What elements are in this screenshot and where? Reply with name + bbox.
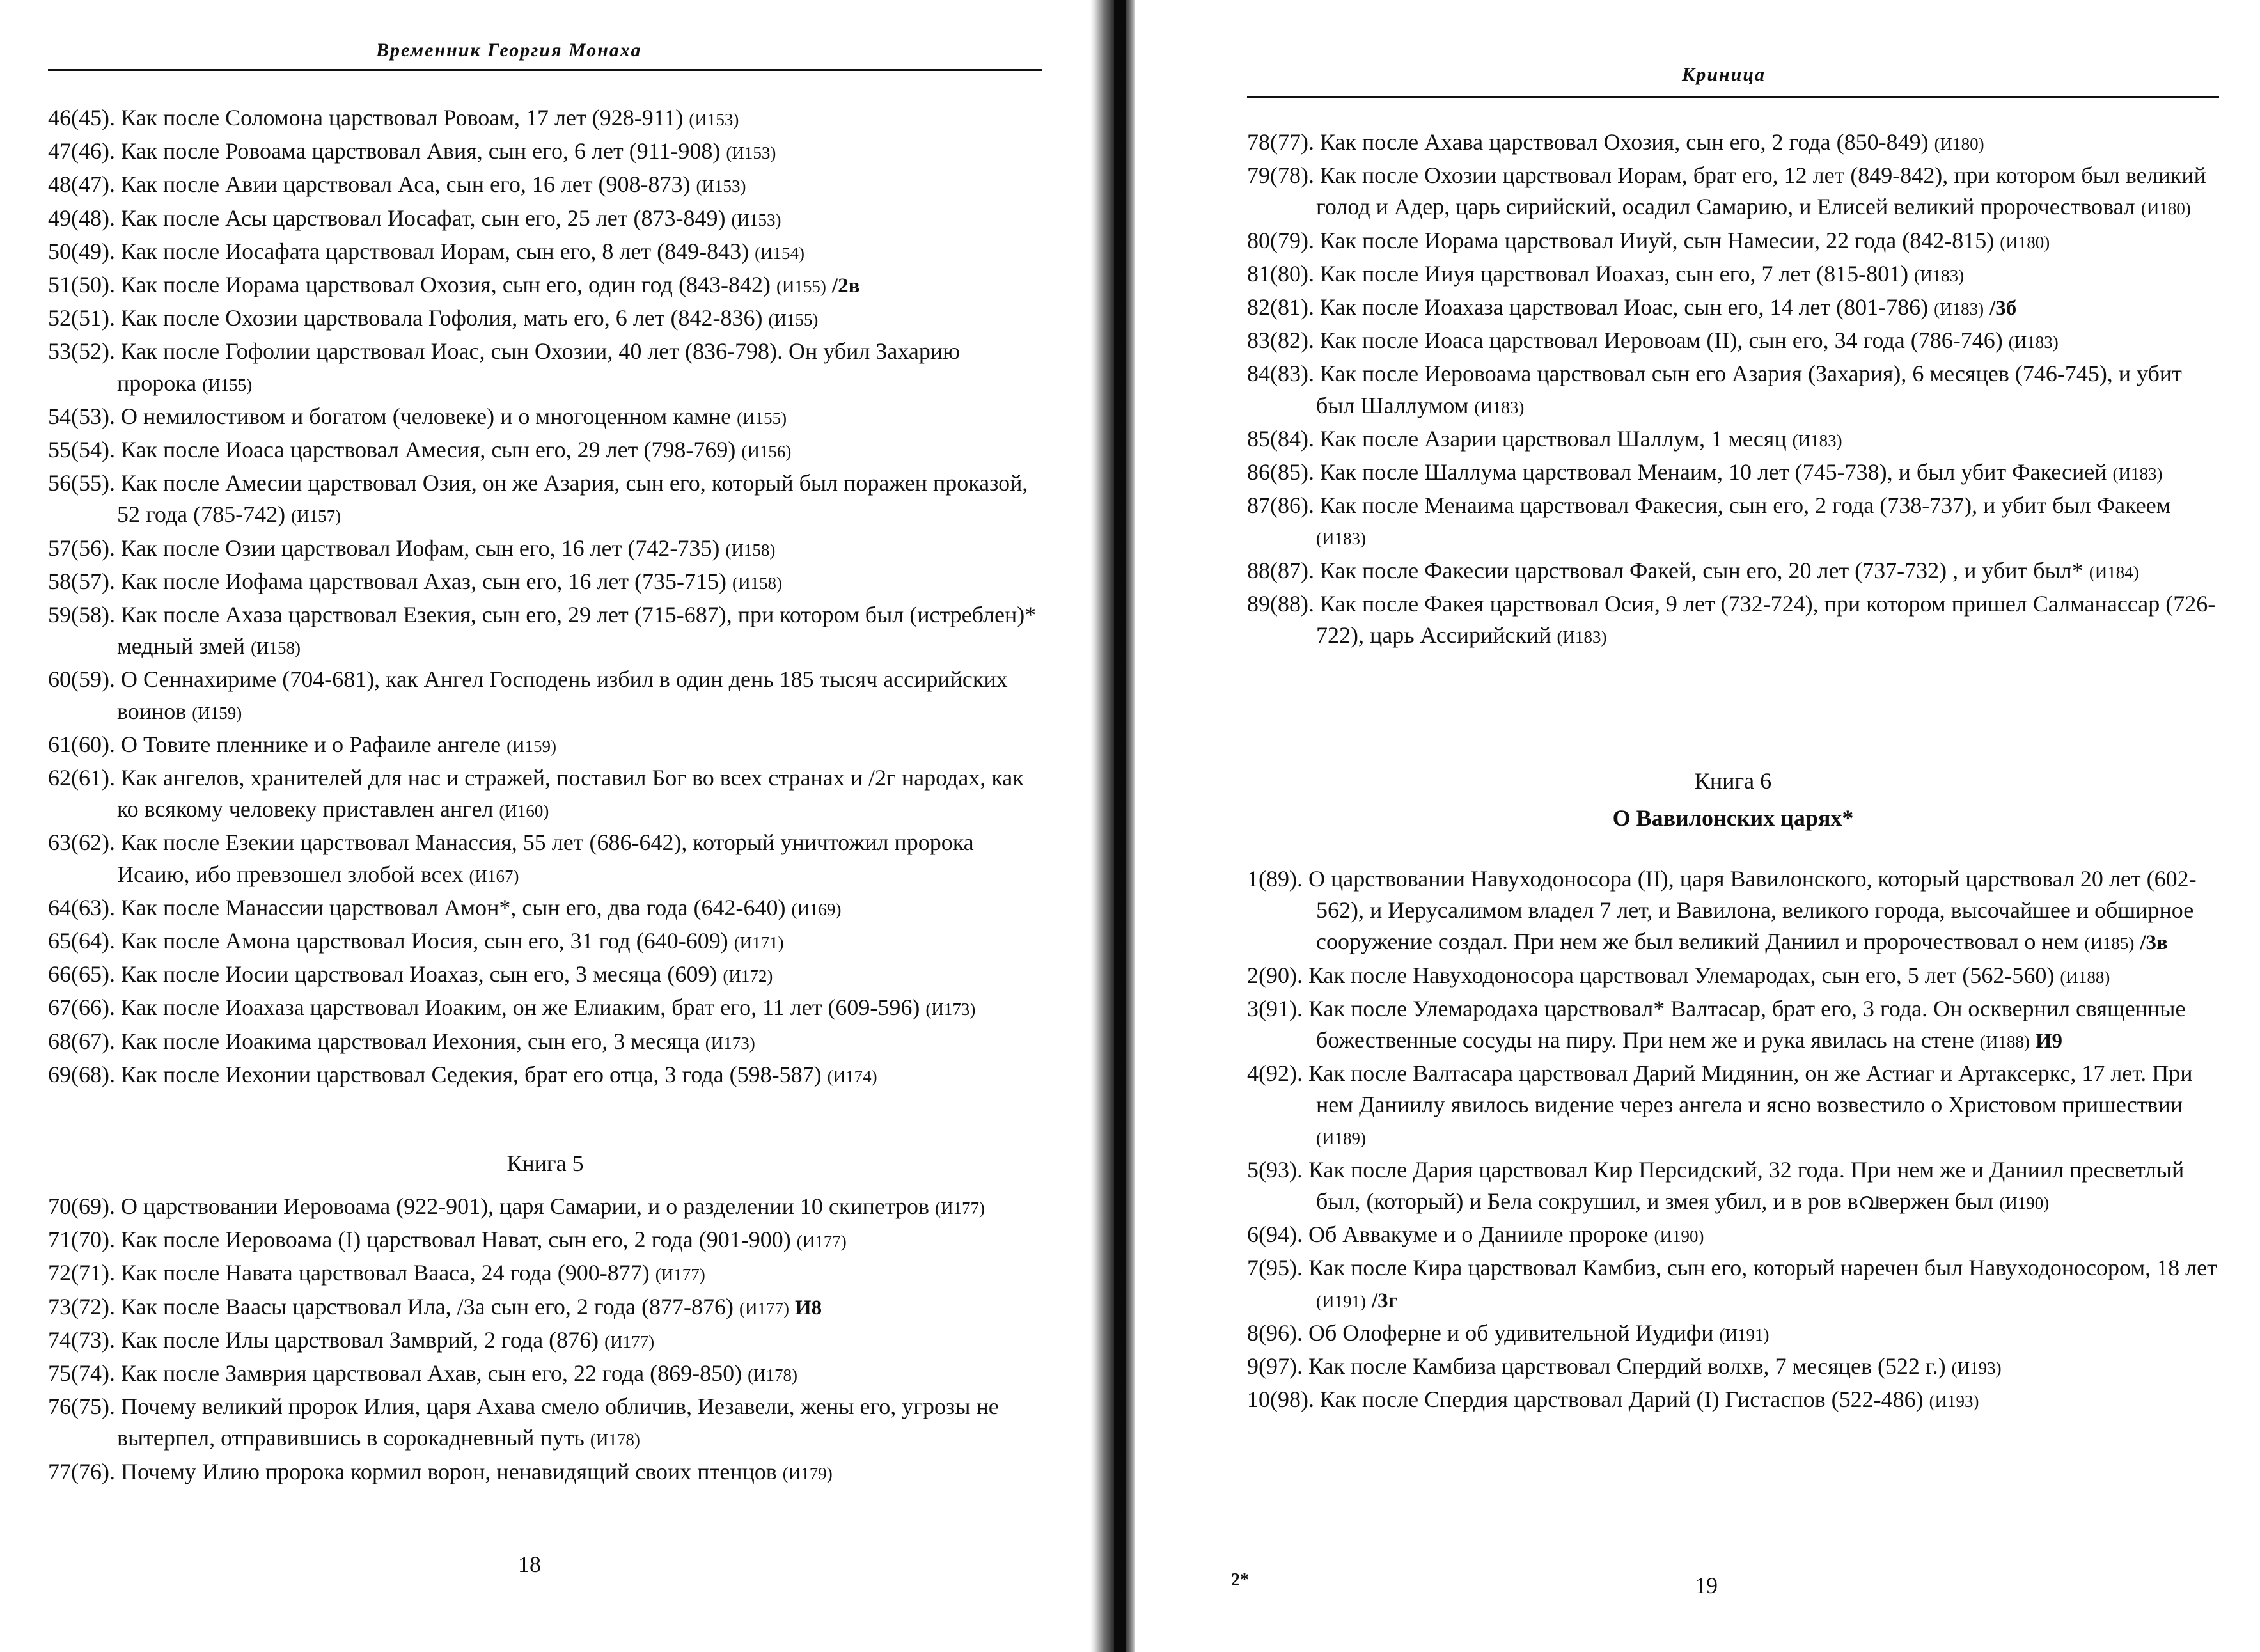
entry-text: Как после Асы царствовал Иосафат, сын его, 25 лет (873-849) [120,205,726,231]
entry-folio-mark: /2в [831,274,860,298]
entry-text: Как после Азарии царствовал Шаллум, 1 месяц [1319,425,1787,452]
entry-text: Как после Иорама царствовал Ииуй, сын Намесии, 22 года (842-815) [1319,227,1995,253]
entry-reference: (И155) [776,277,826,297]
toc-entry [48,925,1042,959]
toc-entry [1247,325,2219,358]
entry-reference: (И153) [689,110,739,129]
right-page [1202,0,2260,1652]
toc-entry [48,1026,1042,1059]
entry-number: 60(59). [48,666,115,693]
entry-number: 69(68). [48,1061,115,1087]
entry-number: 9(97). [1247,1353,1303,1380]
left-page-number: 18 [518,1552,541,1577]
entry-text: Как после Иосии царствовал Иоахаз, сын его, 3 месяца (609) [120,961,718,987]
entry-folio-mark: /3б [1989,297,2017,320]
entry-text: Как после Ваасы царствовал Ила, /3а сын его, 2 года (877-876) [120,1293,734,1319]
entry-text: Как ангелов, хранителей для нас и стражей, поставил Бог во всех странах и /2г народах, как ко всякому человеку приставлен ангел [117,765,1024,822]
entry-reference: (И159) [506,736,557,756]
entry-text: О Сеннахириме (704-681), как Ангел Господень избил в один день 185 тысяч ассирийских воинов [117,666,1008,724]
entry-text: Об Олоферне и об удивительной Иудифи [1308,1319,1714,1346]
entry-number: 64(63). [48,894,115,920]
entry-text: Как после Амона царствовал Иосия, сын его, 31 год (640-609) [120,928,728,954]
entry-text: Как после Ииуя царствовал Иоахаз, сын его, 7 лет (815-801) [1319,260,1909,287]
entry-text: Как после Илы царствовал Замврий, 2 года (876) [120,1326,599,1353]
entry-number: 87(86). [1247,492,1314,519]
entry-text: Как после Охозии царствовал Иорам, брат его, 12 лет (849-842), при котором был великий голод и Адер, царь сирийский, осадил Самарию, и Елисей великий пророчествовал [1316,162,2206,220]
entry-reference: (И191) [1719,1325,1770,1344]
entry-text: Как после Езекии царствовал Манассия, 55 лет (686-642), который уничтожил пророка Исаию, ибо превзошел злобой всех [117,830,974,887]
entry-reference: (И173) [925,1000,976,1019]
right-running-head: Криница [1682,64,1766,85]
toc-entry [1247,555,2219,588]
entry-number: 82(81). [1247,294,1314,320]
entry-text: Как после Иеровоама (I) царствовал Нават, сын его, 2 года (901-900) [120,1227,791,1253]
entry-reference: (И190) [1999,1193,2050,1213]
toc-entry [1247,457,2219,490]
entry-reference: (И153) [696,177,746,196]
entry-reference: (И183) [1557,627,1607,647]
toc-entry [48,892,1042,925]
entry-reference: (И172) [723,966,773,986]
toc-entry [1247,423,2219,457]
entry-reference: (И185) [2084,934,2135,954]
entry-text: Как после Кира царствовал Камбиз, сын его, который наречен был Навуходоносором, 18 лет [1308,1255,2217,1281]
entry-reference: (И178) [590,1430,640,1450]
entry-reference: (И183) [1474,397,1525,417]
entry-reference: (И183) [1316,529,1366,549]
entry-number: 72(71). [48,1260,115,1286]
entry-number: 77(76). [48,1458,115,1484]
toc-entry [1247,1058,2219,1154]
entry-number: 57(56). [48,535,115,561]
toc-entry [48,827,1042,892]
entry-reference: (И158) [725,540,776,560]
toc-entry [1247,258,2219,292]
entry-number: 61(60). [48,731,115,757]
toc-entry [48,203,1042,236]
right-entries-b [1247,863,2219,1417]
entry-number: 10(98). [1247,1387,1314,1413]
entry-number: 58(57). [48,568,115,594]
left-book-heading: Книга 5 [506,1151,584,1176]
entry-reference: (И177) [739,1298,789,1318]
toc-entry [1247,1384,2219,1417]
entry-number: 52(51). [48,305,115,331]
entry-reference: (И158) [251,638,301,658]
entry-folio-mark: /3г [1371,1289,1398,1312]
entry-text: Почему великий пророк Илия, царя Ахава смело обличив, Иезавели, жены его, угрозы не вытерпел, отправившись в сорокадневный путь [117,1394,999,1451]
toc-entry [48,236,1042,269]
entry-text: Как после Иосафата царствовал Иорам, сын его, 8 лет (849-843) [120,238,749,264]
entry-reference: (И188) [2060,967,2110,987]
toc-entry [48,1358,1042,1391]
entry-text: О царствовании Навуходоносора (II), царя Вавилонского, который царствовал 20 лет (602-562), и Иерусалимом владел 7 лет, и Вавилона, великого города, высочайшее и обширное сооружение создал. При нем же был великий Даниил и пророчествовал о нем [1308,866,2197,955]
entry-reference: (И183) [1792,430,1842,450]
entry-number: 86(85). [1247,459,1314,485]
entry-text: Как после Амесии царствовал Озия, он же Азария, сын его, который был поражен проказой, 52 года (785-742) [117,470,1028,528]
entry-number: 66(65). [48,961,115,987]
toc-entry [48,533,1042,566]
entry-number: 80(79). [1247,227,1314,253]
entry-number: 73(72). [48,1293,115,1319]
toc-entry [48,729,1042,762]
entry-number: 63(62). [48,830,115,856]
entry-number: 78(77). [1247,129,1314,155]
entry-number: 46(45). [48,105,115,130]
toc-entry [48,1291,1042,1325]
toc-entry [48,336,1042,400]
toc-entry [48,102,1042,136]
entry-text: Как после Шаллума царствовал Менаим, 10 лет (745-738), и был убит Факесией [1319,459,2107,485]
entry-reference: (И190) [1654,1227,1704,1247]
toc-entry [48,1391,1042,1456]
toc-entry [48,401,1042,434]
entry-text: Как после Иоахаза царствовал Иоас, сын его, 14 лет (801-786) [1319,294,1929,320]
toc-entry [48,1059,1042,1092]
entry-text: О царствовании Иеровоама (922-901), царя Самарии, и о разделении 10 скипетров [120,1193,930,1219]
entry-number: 81(80). [1247,260,1314,287]
right-book-title: О Вавилонских царях* [1612,805,1854,831]
entry-text: Как после Дария царствовал Кир Персидский, 32 года. При нем же и Даниил пресветлый был, (который) и Бела сокрушил, и змея убил, и в ров вവвержен был [1308,1156,2185,1215]
toc-entry [48,169,1042,202]
entry-number: 51(50). [48,272,115,298]
right-page-number: 19 [1695,1573,1718,1598]
entry-number: 6(94). [1247,1222,1303,1248]
entry-reference: (И179) [782,1463,833,1483]
entry-number: 2(90). [1247,962,1303,988]
entry-number: 48(47). [48,171,115,198]
entry-number: 47(46). [48,138,115,164]
entry-text: Как после Факея царствовал Осия, 9 лет (732-724), при котором пришел Салманассар (726-722), царь Ассирийский [1316,590,2216,649]
toc-entry [48,1224,1042,1257]
printer-signature: 2* [1231,1570,1249,1590]
entry-number: 49(48). [48,205,115,231]
entry-number: 74(73). [48,1326,115,1353]
entry-reference: (И177) [796,1232,847,1252]
entry-reference: (И184) [2089,562,2139,582]
entry-text: Как после Навата царствовал Вааса, 24 года (900-877) [120,1260,650,1286]
entry-number: 68(67). [48,1028,115,1054]
entry-number: 85(84). [1247,425,1314,452]
entry-reference: (И180) [2000,232,2050,252]
toc-entry [1247,127,2219,160]
entry-text: Как после Улемародаха царствовал* Валтасар, брат его, 3 года. Он осквернил священные божественные сосуды на пиру. При нем же и рука явилась на стене [1308,995,2186,1053]
entry-text: Как после Иоаса царствовал Иеровоам (II), сын его, 34 года (786-746) [1319,327,2003,354]
toc-entry [1247,1219,2219,1252]
entry-reference: (И183) [1934,299,1984,319]
entry-text: Как после Иоакима царствовал Иехония, сын его, 3 месяца [120,1028,700,1054]
toc-entry [48,136,1042,169]
entry-folio-mark: И8 [794,1296,822,1319]
entry-number: 65(64). [48,928,115,954]
entry-text: Как после Иофама царствовал Ахаз, сын его, 16 лет (735-715) [120,568,727,594]
entry-number: 5(93). [1247,1156,1303,1183]
entry-reference: (И154) [755,243,805,263]
toc-entry [48,566,1042,599]
entry-reference: (И188) [1979,1032,2030,1052]
entry-number: 70(69). [48,1193,115,1219]
entry-reference: (И193) [1929,1392,1979,1412]
entry-number: 67(66). [48,995,115,1021]
entry-text: Как после Камбиза царствовал Спердий волхв, 7 месяцев (522 г.) [1308,1353,1946,1380]
entry-reference: (И153) [731,210,781,230]
entry-reference: (И180) [1934,134,1984,153]
left-entries-a [48,102,1042,1092]
toc-entry [48,1191,1042,1224]
entry-reference: (И155) [202,375,253,395]
entry-text: Как после Охозии царствовала Гофолия, мать его, 6 лет (842-836) [120,305,763,331]
toc-entry [48,269,1042,303]
entry-reference: (И191) [1316,1291,1366,1311]
entry-reference: (И156) [741,442,792,462]
entry-text: Как после Иехонии царствовал Седекия, брат его отца, 3 года (598-587) [120,1061,822,1087]
entry-text: Как после Иеровоама царствовал сын его Азария (Захария), 6 месяцев (746-745), и убит был Шаллумом [1316,361,2182,418]
entry-text: Как после Иоаса царствовал Амесия, сын его, 29 лет (798-769) [120,437,736,463]
entry-text: Как после Спердия царствовал Дарий (I) Гистаспов (522-486) [1319,1387,1924,1413]
entry-number: 59(58). [48,602,115,628]
toc-entry [1247,160,2219,224]
entry-reference: (И177) [935,1199,985,1218]
toc-entry [48,992,1042,1025]
left-page [0,0,1074,1652]
toc-entry [1247,358,2219,423]
entry-text: Как после Манассии царствовал Амон*, сын его, два года (642-640) [120,894,786,920]
entry-text: Как после Иорама царствовал Охозия, сын его, один год (843-842) [120,272,771,298]
toc-entry [48,959,1042,992]
entry-number: 55(54). [48,437,115,463]
right-entries-a [1247,127,2219,653]
toc-entry [1247,1318,2219,1351]
entry-reference: (И183) [2008,333,2059,352]
entry-reference: (И177) [655,1265,705,1285]
entry-text: Об Аввакуме и о Данииле пророке [1308,1222,1649,1248]
entry-folio-mark: И9 [2035,1030,2063,1053]
entry-text: Как после Озии царствовал Иофам, сын его, 16 лет (742-735) [120,535,720,561]
toc-entry [1247,292,2219,325]
toc-entry [48,762,1042,827]
toc-entry [1247,490,2219,555]
entry-text: Как после Ахава царствовал Охозия, сын его, 2 года (850-849) [1319,129,1929,155]
book-gutter [1090,0,1135,1652]
entry-number: 88(87). [1247,557,1314,583]
entry-reference: (И183) [2112,464,2163,484]
toc-entry [1247,1252,2219,1317]
entry-number: 54(53). [48,403,115,429]
entry-reference: (И174) [827,1066,877,1086]
entry-number: 71(70). [48,1227,115,1253]
entry-reference: (И178) [748,1365,798,1385]
toc-entry [48,1257,1042,1291]
entry-number: 89(88). [1247,590,1314,617]
right-head-rule [1247,96,2219,98]
entry-text: Как после Навуходоносора царствовал Улемародах, сын его, 5 лет (562-560) [1308,962,2055,988]
entry-text: Как после Авии царствовал Аса, сын его, 16 лет (908-873) [120,171,691,198]
entry-text: О немилостивом и богатом (человеке) и о многоценном камне [120,403,732,429]
entry-number: 84(83). [1247,361,1314,387]
toc-entry [1247,225,2219,258]
entry-number: 3(91). [1247,995,1303,1021]
right-book-heading: Книга 6 [1694,768,1772,794]
entry-reference: (И193) [1951,1358,2002,1378]
toc-entry [48,1325,1042,1358]
entry-text: Как после Ахаза царствовал Езекия, сын его, 29 лет (715-687), при котором был (истреблен)* медный змей [117,602,1037,659]
entry-reference: (И155) [768,310,819,330]
entry-reference: (И155) [737,408,787,428]
toc-entry [48,599,1042,664]
toc-entry [48,468,1042,532]
entry-text: Почему Илию пророка кормил ворон, ненавидящий своих птенцов [120,1458,777,1484]
entry-reference: (И177) [604,1332,655,1351]
entry-text: Как после Замврия царствовал Ахав, сын его, 22 года (869-850) [120,1360,742,1387]
toc-entry [1247,1154,2219,1219]
entry-number: 7(95). [1247,1255,1303,1281]
entry-reference: (И171) [734,933,784,953]
toc-entry [48,664,1042,728]
entry-number: 62(61). [48,765,115,791]
entry-number: 76(75). [48,1394,115,1420]
entry-number: 8(96). [1247,1319,1303,1346]
toc-entry [1247,863,2219,960]
entry-reference: (И173) [705,1033,755,1053]
entry-reference: (И160) [499,801,549,821]
entry-text: О Товите пленнике и о Рафаиле ангеле [120,731,501,757]
entry-text: Как после Гофолии царствовал Иоас, сын Охозии, 40 лет (836-798). Он убил Захарию пророка [117,338,960,396]
entry-number: 83(82). [1247,327,1314,354]
left-entries-b [48,1191,1042,1490]
entry-reference: (И159) [192,703,242,723]
entry-number: 50(49). [48,238,115,264]
entry-text: Как после Факесии царствовал Факей, сын его, 20 лет (737-732) , и убит был* [1319,557,2083,583]
entry-text: Как после Соломона царствовал Ровоам, 17 лет (928-911) [120,105,684,130]
toc-entry [1247,960,2219,993]
entry-reference: (И153) [726,143,776,163]
entry-number: 75(74). [48,1360,115,1387]
left-running-head: Временник Георгия Монаха [376,40,642,61]
entry-text: Как после Ровоама царствовал Авия, сын его, 6 лет (911-908) [120,138,721,164]
toc-entry [1247,993,2219,1058]
entry-reference: (И180) [2140,199,2191,219]
entry-reference: (И158) [732,573,783,593]
entry-number: 56(55). [48,470,115,496]
left-head-rule [48,69,1042,71]
toc-entry [48,434,1042,468]
entry-number: 79(78). [1247,162,1314,189]
toc-entry [1247,1351,2219,1384]
entry-number: 53(52). [48,338,115,365]
entry-reference: (И167) [469,866,519,886]
book-gutter-shadow [1114,0,1126,1652]
entry-number: 4(92). [1247,1060,1303,1087]
entry-reference: (И183) [1914,265,1965,285]
entry-text: Как после Иоахаза царствовал Иоаким, он же Елиаким, брат его, 11 лет (609-596) [120,995,920,1021]
toc-entry [48,1456,1042,1490]
entry-reference: (И157) [291,507,341,526]
entry-number: 1(89). [1247,866,1303,892]
entry-reference: (И169) [791,899,842,919]
toc-entry [1247,588,2219,653]
entry-folio-mark: /3в [2140,931,2168,955]
toc-entry [48,303,1042,336]
entry-text: Как после Менаима царствовал Факесия, сын его, 2 года (738-737), и убит был Факеем [1319,492,2171,519]
entry-text: Как после Валтасара царствовал Дарий Мидянин, он же Астиаг и Артаксеркс, 17 лет. При нем Даниилу явилось видение через ангела и ясно возвестило о Христовом пришествии [1308,1060,2193,1118]
entry-reference: (И189) [1316,1128,1366,1148]
